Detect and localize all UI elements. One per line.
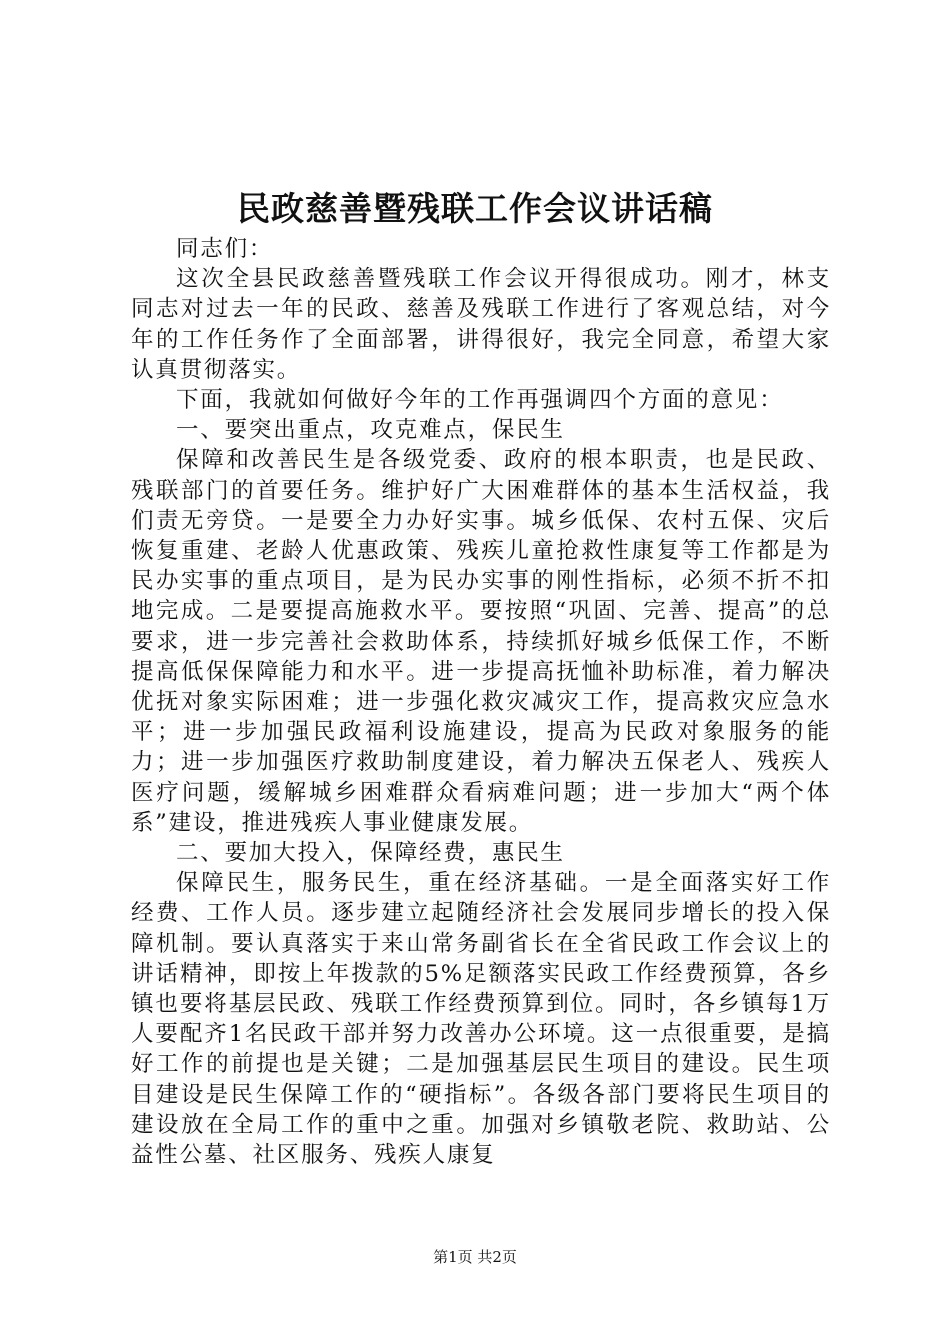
- paragraph: 下面，我就如何做好今年的工作再强调四个方面的意见：: [176, 387, 784, 414]
- section-heading: 一、要突出重点，攻克难点，保民生: [176, 417, 565, 444]
- paragraph: 这次全县民政慈善暨残联工作会议开得很成功。刚才，林支同志对过去一年的民政、慈善及残联工作进行了客观总结，对今年的工作任务作了全面部署，讲得很好，我完全同意，希望大家认真贯彻落实。: [131, 266, 831, 383]
- document-body: [131, 234, 831, 1170]
- paragraph-salutation: 同志们：: [176, 236, 274, 262]
- page-footer: 第1页 共2页: [433, 1248, 517, 1266]
- paragraph: 保障和改善民生是各级党委、政府的根本职责，也是民政、残联部门的首要任务。维护好广大困难群体的基本生活权益，我们责无旁贷。一是要全力办好实事。城乡低保、农村五保、灾后恢复重建、老龄人优惠政策、残疾儿童抢救性康复等工作都是为民办实事的重点项目，是为民办实事的刚性指标，必须不折不扣地完成。二是要提高施救水平。要按照“巩固、完善、提高”的总要求，进一步完善社会救助体系，持续抓好城乡低保工作，不断提高低保保障能力和水平。进一步提高抚恤补助标准，着力解决优抚对象实际困难；进一步强化救灾减灾工作，提高救灾应急水平；进一步加强民政福利设施建设，提高为民政对象服务的能力；进一步加强医疗救助制度建设，着力解决五保老人、残疾人医疗问题，缓解城乡困难群众看病难问题；进一步加大“两个体系”建设，推进残疾人事业健康发展。: [131, 447, 831, 836]
- section-heading: 二、要加大投入，保障经费，惠民生: [176, 840, 565, 867]
- document-title: 民政慈善暨残联工作会议讲话稿: [237, 189, 713, 228]
- paragraph: 保障民生，服务民生，重在经济基础。一是全面落实好工作经费、工作人员。逐步建立起随经济社会发展同步增长的投入保障机制。要认真落实于来山常务副省长在全省民政工作会议上的讲话精神，即按上年拨款的5%足额落实民政工作经费预算，各乡镇也要将基层民政、残联工作经费预算到位。同时，各乡镇每1万人要配齐1名民政干部并努力改善办公环境。这一点很重要，是搞好工作的前提也是关键；二是加强基层民生项目的建设。民生项目建设是民生保障工作的“硬指标”。各级各部门要将民生项目的建设放在全局工作的重中之重。加强对乡镇敬老院、救助站、公益性公墓、社区服务、残疾人康复: [131, 870, 831, 1169]
